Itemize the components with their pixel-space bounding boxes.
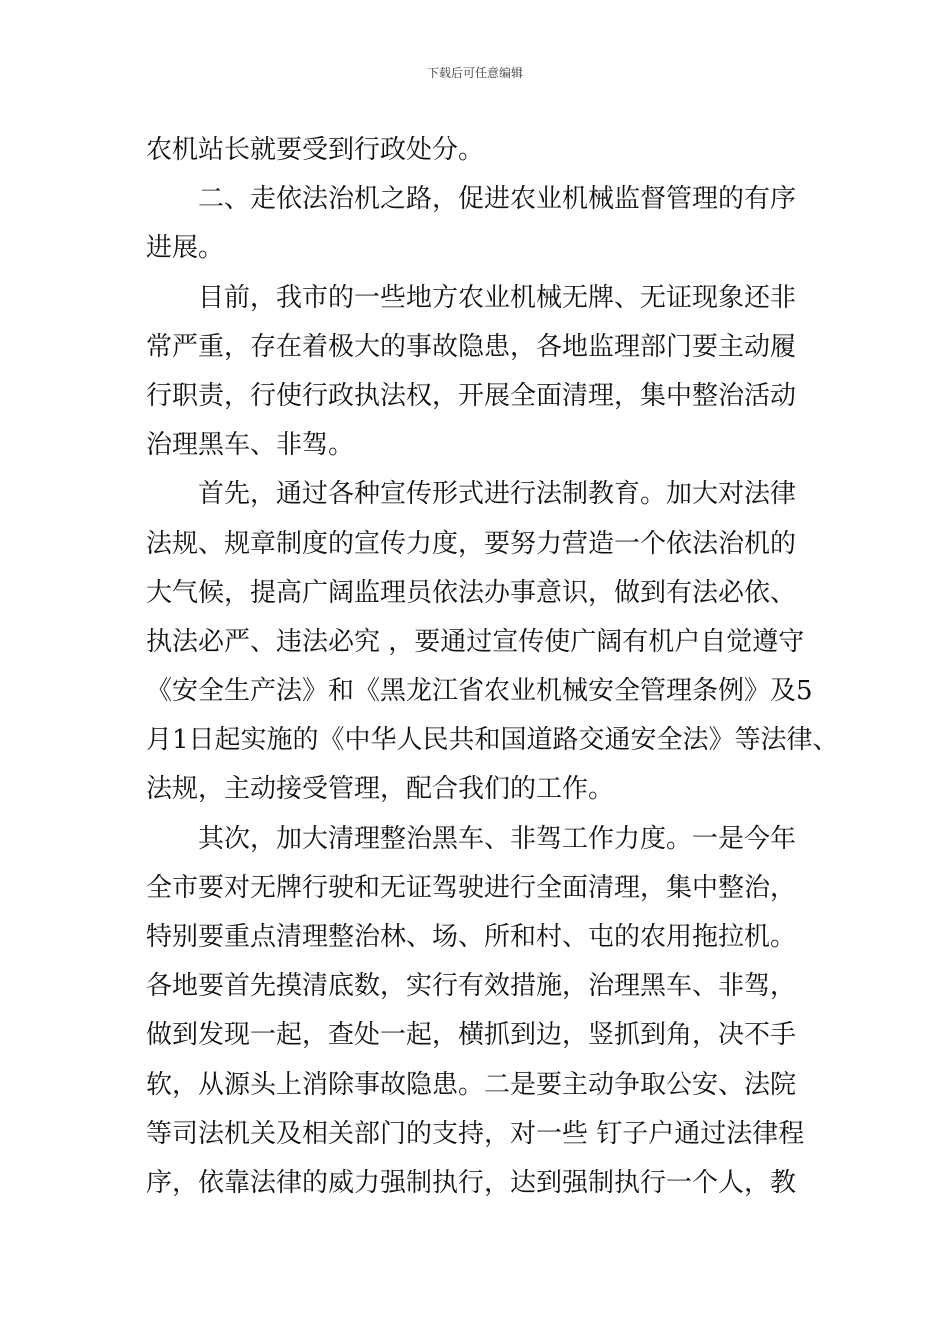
text-line: 序，依靠法律的威力强制执行，达到强制执行一个人，教 (146, 1167, 797, 1198)
page-header: 下载后可任意编辑 (426, 66, 523, 80)
text-line: 农机站长就要受到行政处分。 (146, 135, 485, 165)
text-line: 做到发现一起，查处一起，横抓到边，竖抓到角，决不手 (146, 1020, 797, 1051)
text-line: 法规，主动接受管理，配合我们的工作。 (146, 774, 615, 805)
text-line: 软，从源头上消除事故隐患。二是要主动争取公安、法院 (146, 1069, 797, 1100)
document-body (146, 126, 839, 1208)
text-line: 常严重，存在着极大的事故隐患，各地监理部门要主动履 (146, 331, 797, 362)
paragraph-first-line: 目前，我市的一些地方农业机械无牌、无证现象还非 (198, 282, 797, 313)
text-line: 月1日起实施的《中华人民共和国道路交通安全法》等法律、 (146, 725, 839, 756)
text-line: 特别要重点清理整治林、场、所和村、屯的农用拖拉机。 (146, 922, 797, 952)
text-line: 治理黑车、非驾。 (146, 430, 355, 461)
text-line: 法规、规章制度的宣传力度，要努力营造一个依法治机的 (146, 528, 797, 559)
text-line: 《安全生产法》和《黑龙江省农业机械安全管理条例》及5 (146, 676, 813, 707)
paragraph-first-line: 其次，加大清理整治黑车、非驾工作力度。一是今年 (198, 823, 797, 854)
paragraph-first-line: 二、走依法治机之路，促进农业机械监督管理的有序 (198, 184, 797, 215)
text-line: 等司法机关及相关部门的支持，对一些 钉子户通过法律程 (146, 1118, 805, 1149)
text-line: 执法必严、违法必究 ，要通过宣传使广阔有机户自觉遵守 (146, 626, 805, 657)
text-line: 大气候，提高广阔监理员依法办事意识，做到有法必依、 (146, 577, 797, 608)
text-line: 行职责，行使行政执法权，开展全面清理，集中整治活动 (146, 380, 797, 411)
paragraph-first-line: 首先，通过各种宣传形式进行法制教育。加大对法律 (198, 479, 797, 510)
text-line: 进展。 (146, 233, 225, 264)
text-line: 各地要首先摸清底数，实行有效措施，治理黑车、非驾， (146, 971, 797, 1002)
text-line: 全市要对无牌行驶和无证驾驶进行全面清理，集中整治， (146, 872, 797, 903)
